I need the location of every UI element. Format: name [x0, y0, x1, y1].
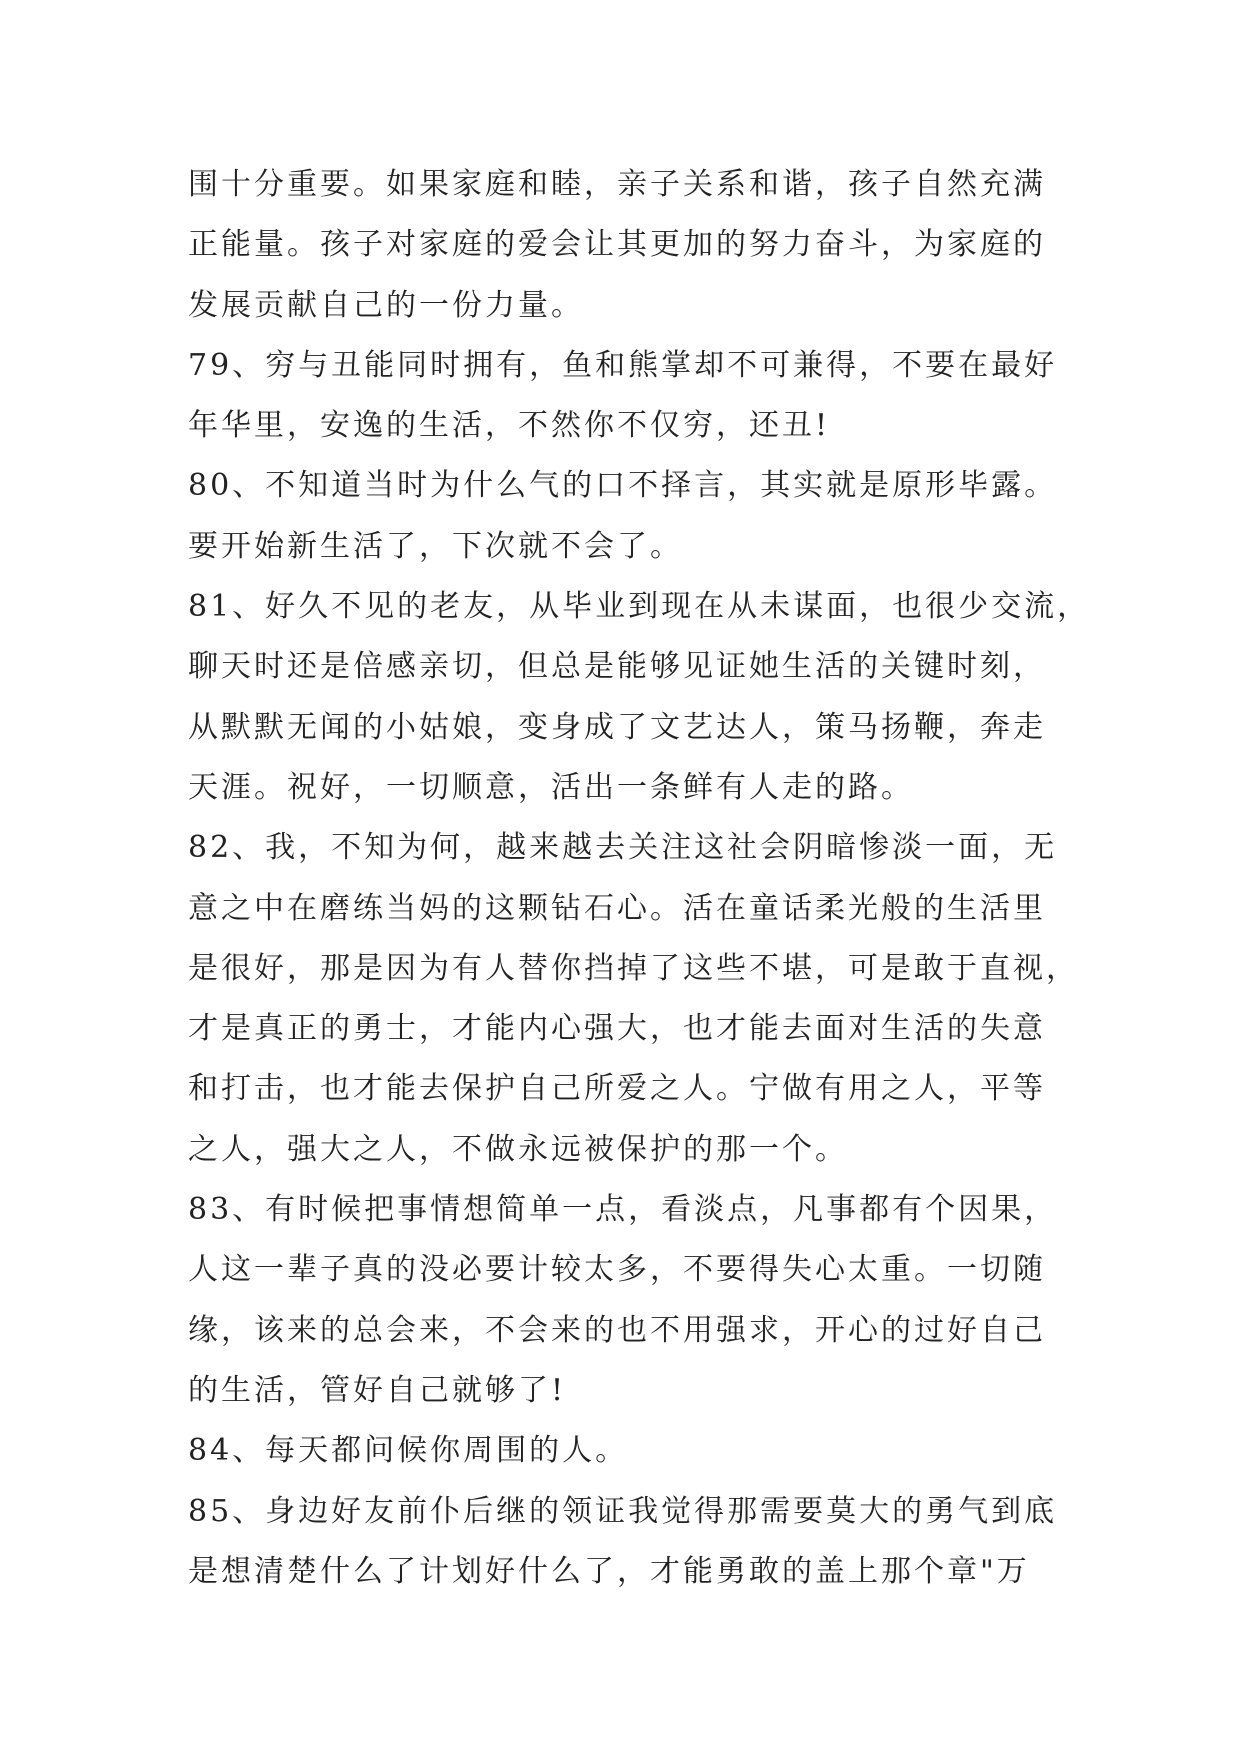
text-line: 80、不知道当时为什么气的口不择言，其实就是原形毕露。 [188, 468, 1058, 504]
text-line: 85、身边好友前仆后继的领证我觉得那需要莫大的勇气到底 [188, 1493, 1058, 1529]
text-line: 才是真正的勇士，才能内心强大，也才能去面对生活的失意 [188, 1011, 1046, 1047]
body-text [188, 155, 1091, 1602]
text-line: 要开始新生活了，下次就不会了。 [188, 528, 683, 564]
text-line: 意之中在磨练当妈的这颗钻石心。活在童话柔光般的生活里 [188, 890, 1046, 926]
text-line: 81、好久不见的老友，从毕业到现在从未谋面，也很少交流， [188, 589, 1091, 625]
text-line: 聊天时还是倍感亲切，但总是能够见证她生活的关键时刻， [188, 649, 1046, 685]
text-line: 之人，强大之人，不做永远被保护的那一个。 [188, 1131, 848, 1167]
text-line: 年华里，安逸的生活，不然你不仅穷，还丑! [188, 408, 831, 444]
text-line: 82、我，不知为何，越来越去关注这社会阴暗惨淡一面，无 [188, 830, 1058, 866]
text-line: 天涯。祝好，一切顺意，活出一条鲜有人走的路。 [188, 769, 914, 805]
text-line: 是很好，那是因为有人替你挡掉了这些不堪，可是敢于直视， [188, 950, 1079, 986]
text-line: 79、穷与丑能同时拥有，鱼和熊掌却不可兼得，不要在最好 [188, 347, 1058, 383]
text-line: 和打击，也才能去保护自己所爱之人。宁做有用之人，平等 [188, 1071, 1046, 1107]
text-line: 缘，该来的总会来，不会来的也不用强求，开心的过好自己 [188, 1312, 1046, 1348]
text-line: 人这一辈子真的没必要计较太多，不要得失心太重。一切随 [188, 1252, 1046, 1288]
text-line: 84、每天都问候你周围的人。 [188, 1433, 629, 1469]
text-line: 发展贡献自己的一份力量。 [188, 287, 584, 323]
text-line: 83、有时候把事情想简单一点，看淡点，凡事都有个因果， [188, 1192, 1058, 1228]
text-line: 的生活，管好自己就够了! [188, 1372, 567, 1408]
text-line: 围十分重要。如果家庭和睦，亲子关系和谐，孩子自然充满 [188, 167, 1046, 202]
text-line: 从默默无闻的小姑娘，变身成了文艺达人，策马扬鞭，奔走 [188, 709, 1046, 745]
text-line: 正能量。孩子对家庭的爱会让其更加的努力奋斗，为家庭的 [188, 227, 1046, 263]
text-line: 是想清楚什么了计划好什么了，才能勇敢的盖上那个章"万 [188, 1553, 1030, 1589]
